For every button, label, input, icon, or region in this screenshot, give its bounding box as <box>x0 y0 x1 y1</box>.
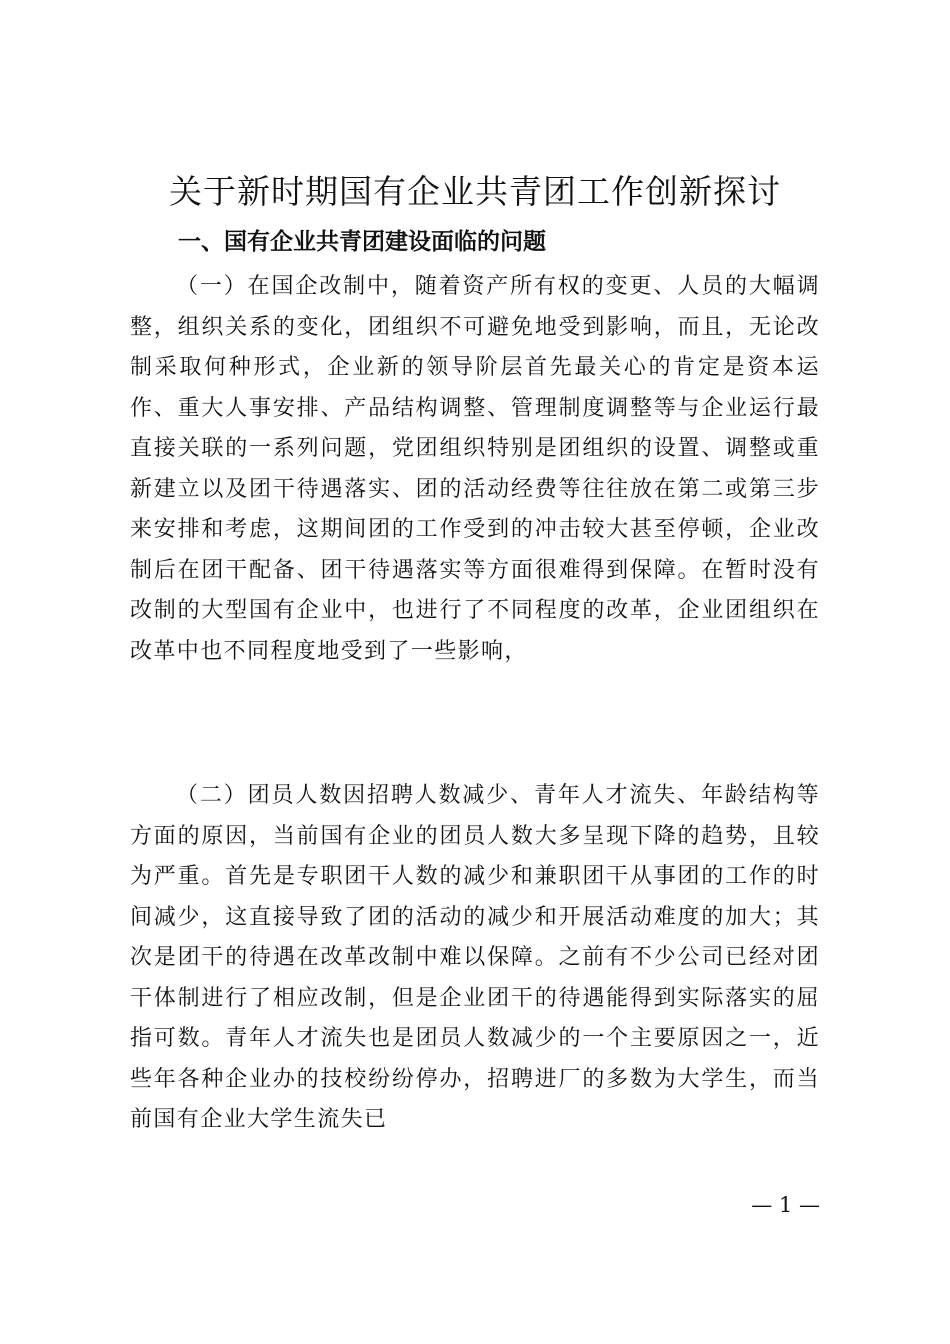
section-heading: 一、国有企业共青团建设面临的问题 <box>178 229 546 255</box>
paragraph-1: （一）在国企改制中，随着资产所有权的变更、人员的大幅调整，组织关系的变化，团组织不可避免地受到影响，而且，无论改制采取何种形式，企业新的领导阶层首先最关心的肯定是资本运作、重大人事安排、产品结构调整、管理制度调整等与企业运行最直接关联的一系列问题，党团组织特别是团组织的设置、调整或重新建立以及团干待遇落实、团的活动经费等往往放在第二或第三步来安排和考虑，这期间团的工作受到的冲击较大甚至停顿，企业改制后在团干配备、团干待遇落实等方面很难得到保障。在暂时没有改制的大型国有企业中，也进行了不同程度的改革，企业团组织在改革中也不同程度地受到了一些影响， <box>130 274 820 664</box>
paragraph-2: （二）团员人数因招聘人数减少、青年人才流失、年龄结构等方面的原因，当前国有企业的团员人数大多呈现下降的趋势，且较为严重。首先是专职团干人数的减少和兼职团干从事团的工作的时间减少，这直接导致了团的活动的减少和开展活动难度的加大；其次是团干的待遇在改革改制中难以保障。之前有不少公司已经对团干体制进行了相应改制，但是企业团干的待遇能得到实际落实的屈指可数。青年人才流失也是团员人数减少的一个主要原因之一，近些年各种企业办的技校纷纷停办，招聘进厂的多数为大学生，而当前国有企业大学生流失已 <box>130 783 820 1132</box>
page-number: — 1 — <box>751 1193 820 1217</box>
document-title: 关于新时期国有企业共青团工作创新探讨 <box>169 172 781 211</box>
